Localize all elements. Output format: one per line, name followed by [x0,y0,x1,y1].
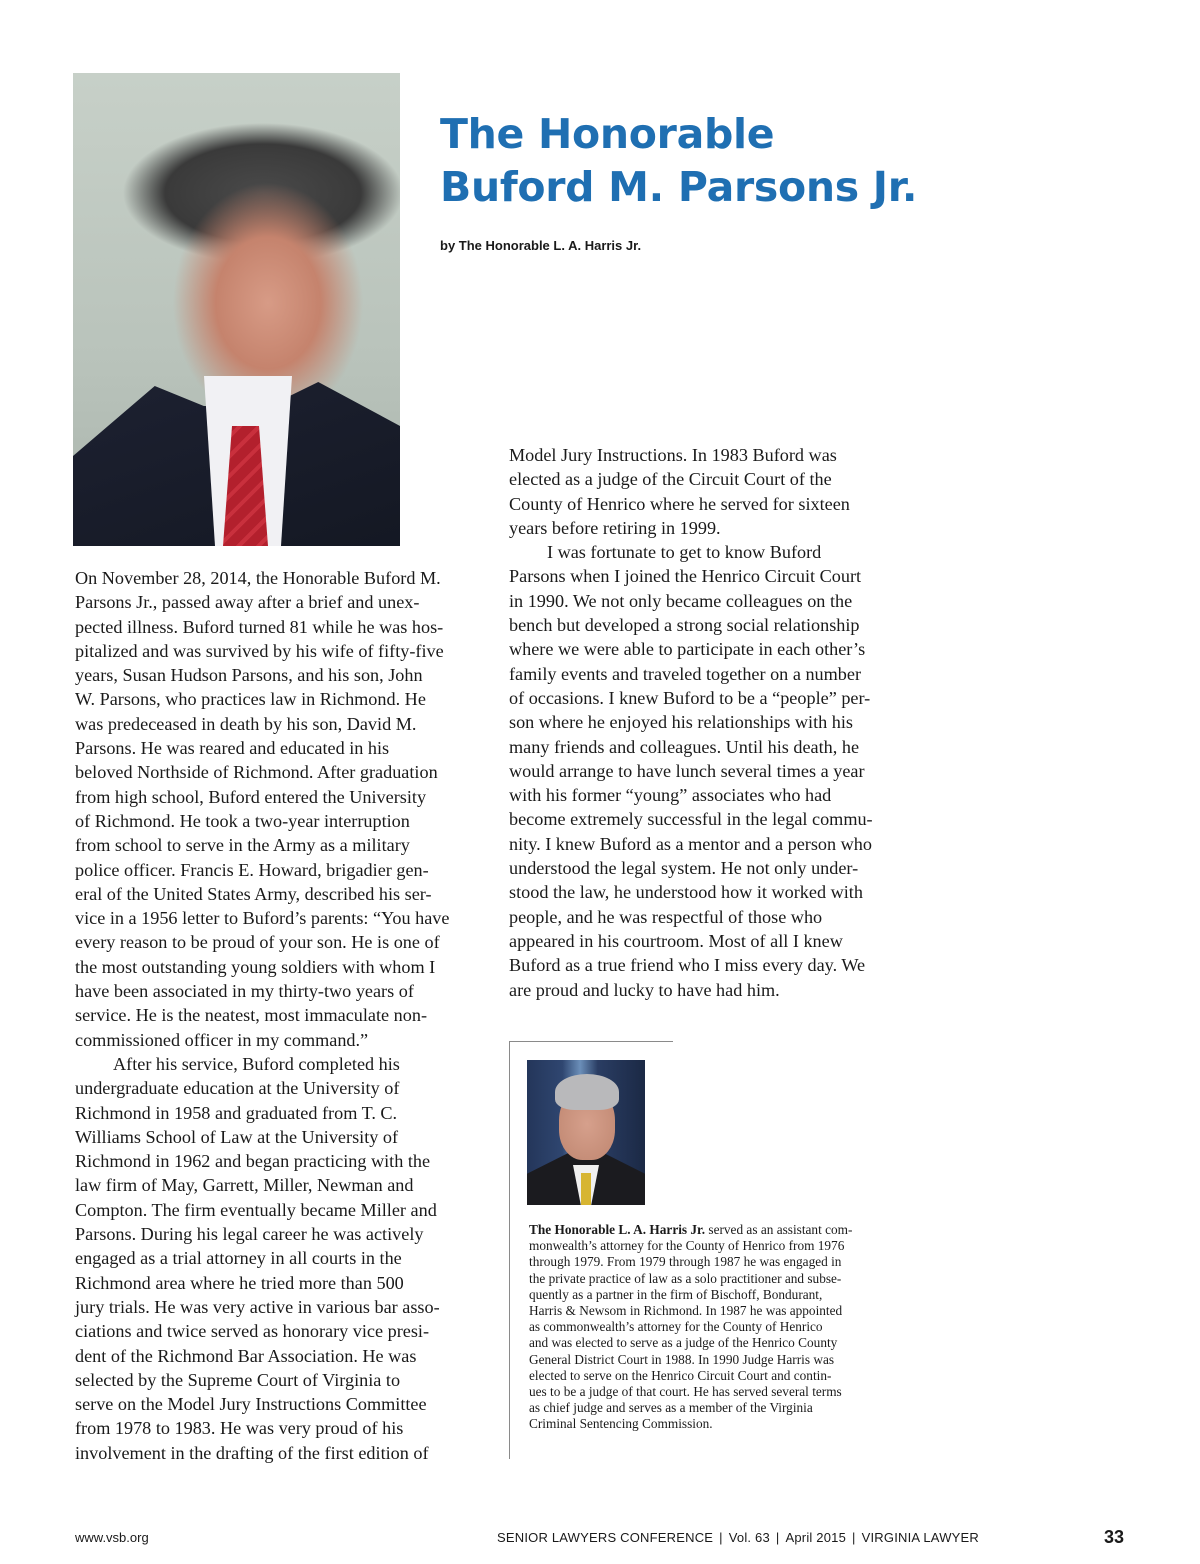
text-line: in 1990. We not only became colleagues on the [509,590,853,611]
photo-la-harris [527,1060,645,1205]
text-line: have been associated in my thirty-two years of [75,981,414,1002]
footer-date: April 2015 [785,1530,847,1545]
text-line: nity. I knew Buford as a mentor and a person who [509,833,872,854]
footer-section: SENIOR LAWYERS CONFERENCE [497,1530,714,1545]
text-line: was predeceased in death by his son, David M. [75,713,417,734]
text-line: County of Henrico where he served for sixteen [509,493,850,514]
text-line: with his former “young” associates who had [509,785,832,806]
photo-buford-parsons [73,73,400,546]
footer-publication: VIRGINIA LAWYER [861,1530,979,1545]
bio-line: as commonwealth’s attorney for the County of Henrico [529,1319,823,1335]
bio-line: monwealth’s attorney for the County of Henrico from 1976 [529,1238,845,1254]
text-line: law firm of May, Garrett, Miller, Newman and [75,1175,414,1196]
text-line: W. Parsons, who practices law in Richmond. He [75,689,426,710]
text-line: serve on the Model Jury Instructions Committee [75,1394,427,1415]
bio-line: ues to be a judge of that court. He has served several terms [529,1384,842,1400]
bio-line-1-rest: served as an assistant com- [705,1222,853,1237]
footer-separator: | [719,1530,723,1545]
text-line: beloved Northside of Richmond. After graduation [75,762,438,783]
text-line: appeared in his courtroom. Most of all I knew [509,930,843,951]
text-line: eral of the United States Army, described his ser- [75,883,432,904]
text-line: engaged as a trial attorney in all courts in the [75,1248,402,1269]
text-line: Compton. The firm eventually became Miller and [75,1199,437,1220]
text-line: stood the law, he understood how it worked with [509,882,863,903]
text-line: vice in a 1956 letter to Buford’s parents: “You have [75,908,450,929]
page-number: 33 [1104,1527,1125,1547]
text-line: from high school, Buford entered the University [75,786,427,807]
text-line: Buford as a true friend who I miss every day. We [509,955,866,976]
text-line: Williams School of Law at the University of [75,1126,399,1147]
text-line: every reason to be proud of your son. He is one of [75,932,440,953]
text-line: Parsons. He was reared and educated in his [75,738,390,759]
sidebar-rule-top [509,1041,673,1042]
footer-separator: | [852,1530,856,1545]
text-line: would arrange to have lunch several times a year [509,760,865,781]
text-line: understood the legal system. He not only under- [509,858,859,879]
text-line: are proud and lucky to have had him. [509,979,780,1000]
text-line: undergraduate education at the University of [75,1078,400,1099]
text-line: of occasions. I knew Buford to be a “people” per- [509,687,871,708]
text-line: involvement in the drafting of the first edition of [75,1442,429,1463]
text-line: Parsons when I joined the Henrico Circuit Court [509,566,862,587]
article-title [440,108,917,214]
text-line: dent of the Richmond Bar Association. He was [75,1345,417,1366]
text-line: pitalized and was survived by his wife of fifty-five [75,640,444,661]
text-line: service. He is the neatest, most immaculate non- [75,1005,428,1026]
text-line: commissioned officer in my command.” [75,1029,369,1050]
text-line: years before retiring in 1999. [509,517,721,538]
text-line: elected as a judge of the Circuit Court of the [509,469,832,490]
text-line: where we were able to participate in each other’s [509,639,866,660]
bio-line: Harris & Newsom in Richmond. In 1987 he was appointed [529,1303,843,1319]
text-line: of Richmond. He took a two-year interruption [75,810,410,831]
bio-line [529,1222,919,1238]
text-line: ciations and twice served as honorary vice presi- [75,1321,430,1342]
bio-line: as chief judge and serves as a member of the Virginia [529,1400,813,1416]
footer-publication-info [497,1530,979,1545]
text-line: On November 28, 2014, the Honorable Buford M. [75,568,441,588]
text-line: jury trials. He was very active in various bar asso- [75,1296,440,1317]
footer-url[interactable]: www.vsb.org [75,1530,149,1545]
text-line: from school to serve in the Army as a military [75,835,410,856]
text-line: Richmond area where he tried more than 500 [75,1272,404,1293]
text-line: bench but developed a strong social relationship [509,615,860,636]
text-line: family events and traveled together on a number [509,663,862,684]
text-line: Richmond in 1958 and graduated from T. C. [75,1102,398,1123]
text-line: many friends and colleagues. Until his death, he [509,736,860,757]
text-line: After his service, Buford completed his [113,1053,400,1074]
footer-volume: Vol. 63 [728,1530,770,1545]
text-line: I was fortunate to get to know Buford [547,542,822,563]
byline: by The Honorable L. A. Harris Jr. [440,238,642,253]
text-line: the most outstanding young soldiers with whom I [75,956,436,977]
text-line: people, and he was respectful of those who [509,906,823,927]
left-column [75,566,495,1465]
text-line: police officer. Francis E. Howard, brigadier gen- [75,859,429,880]
bio-line: the private practice of law as a solo practitioner and subse- [529,1270,842,1286]
bio-line: General District Court in 1988. In 1990 Judge Harris was [529,1351,835,1367]
text-line: Parsons Jr., passed away after a brief and unex- [75,592,420,613]
bio-line: through 1979. From 1979 through 1987 he was engaged in [529,1254,842,1270]
bio-line: elected to serve on the Henrico Circuit Court and contin- [529,1367,832,1383]
footer-separator: | [775,1530,780,1545]
text-line: son where he enjoyed his relationships with his [509,712,853,733]
title-line-2: Buford M. Parsons Jr. [440,163,918,211]
text-line: Parsons. During his legal career he was actively [75,1224,424,1245]
author-bio [529,1222,919,1433]
bio-name: The Honorable L. A. Harris Jr. [529,1222,706,1237]
bio-line: quently as a partner in the firm of Bischoff, Bondurant, [529,1286,823,1302]
bio-line: Criminal Sentencing Commission. [529,1416,713,1432]
sidebar-rule-left [509,1041,510,1459]
right-column [509,443,929,1002]
text-line: pected illness. Buford turned 81 while he was hos- [75,616,444,637]
text-line: become extremely successful in the legal commu- [509,809,873,830]
text-line: from 1978 to 1983. He was very proud of his [75,1418,404,1439]
text-line: years, Susan Hudson Parsons, and his son, John [75,665,423,686]
text-line: Model Jury Instructions. In 1983 Buford was [509,445,837,465]
text-line: selected by the Supreme Court of Virginia to [75,1369,401,1390]
text-line: Richmond in 1962 and began practicing with the [75,1151,431,1172]
bio-line: and was elected to serve as a judge of the Henrico County [529,1335,838,1351]
title-line-1: The Honorable [440,110,775,158]
